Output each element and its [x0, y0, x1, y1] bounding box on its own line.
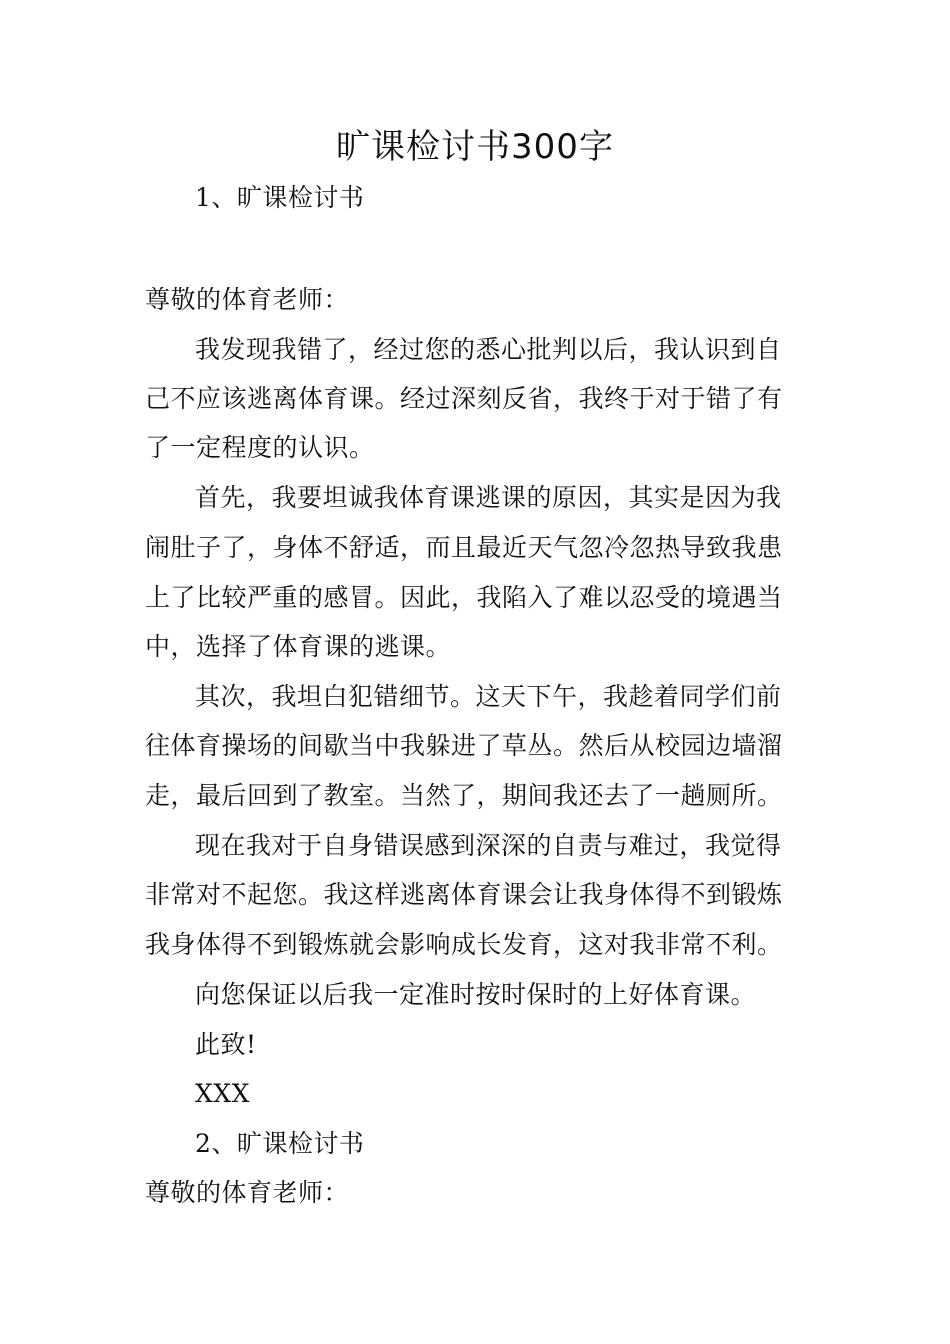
paragraph-line: 非常对不起您。我这样逃离体育课会让我身体得不到锻炼	[145, 880, 783, 909]
section-heading-2: 2、旷课检讨书	[195, 1129, 365, 1158]
paragraph-line: 我发现我错了，经过您的悉心批判以后，我认识到自	[195, 335, 782, 364]
paragraph-line: 上了比较严重的感冒。因此，我陷入了难以忍受的境遇当	[145, 583, 783, 612]
paragraph-line: 往体育操场的间歇当中我躲进了草丛。然后从校园边墙溜	[145, 731, 783, 760]
paragraph-line: 我身体得不到锻炼就会影响成长发育，这对我非常不利。	[145, 930, 783, 959]
paragraph-line: 现在我对于自身错误感到深深的自责与难过，我觉得	[195, 831, 782, 860]
salutation-1: 尊敬的体育老师：	[145, 285, 350, 314]
signature-line: XXX	[195, 1079, 250, 1108]
paragraph-line: 中，选择了体育课的逃课。	[145, 632, 452, 661]
salutation-2: 尊敬的体育老师：	[145, 1178, 350, 1207]
paragraph-line: 了一定程度的认识。	[145, 433, 375, 462]
closing-line: 此致!	[195, 1030, 257, 1059]
paragraph-line: 其次，我坦白犯错细节。这天下午，我趁着同学们前	[195, 682, 782, 711]
document-title: 旷课检讨书300字	[336, 127, 614, 167]
paragraph-line: 闹肚子了，身体不舒适，而且最近天气忽冷忽热导致我患	[145, 533, 783, 562]
paragraph-line: 向您保证以后我一定准时按时保时的上好体育课。	[195, 980, 757, 1009]
paragraph-line: 走，最后回到了教室。当然了，期间我还去了一趟厕所。	[145, 781, 783, 810]
paragraph-line: 首先，我要坦诚我体育课逃课的原因，其实是因为我	[195, 483, 782, 512]
section-heading-1: 1、旷课检讨书	[195, 183, 365, 212]
paragraph-line: 己不应该逃离体育课。经过深刻反省，我终于对于错了有	[145, 384, 783, 413]
